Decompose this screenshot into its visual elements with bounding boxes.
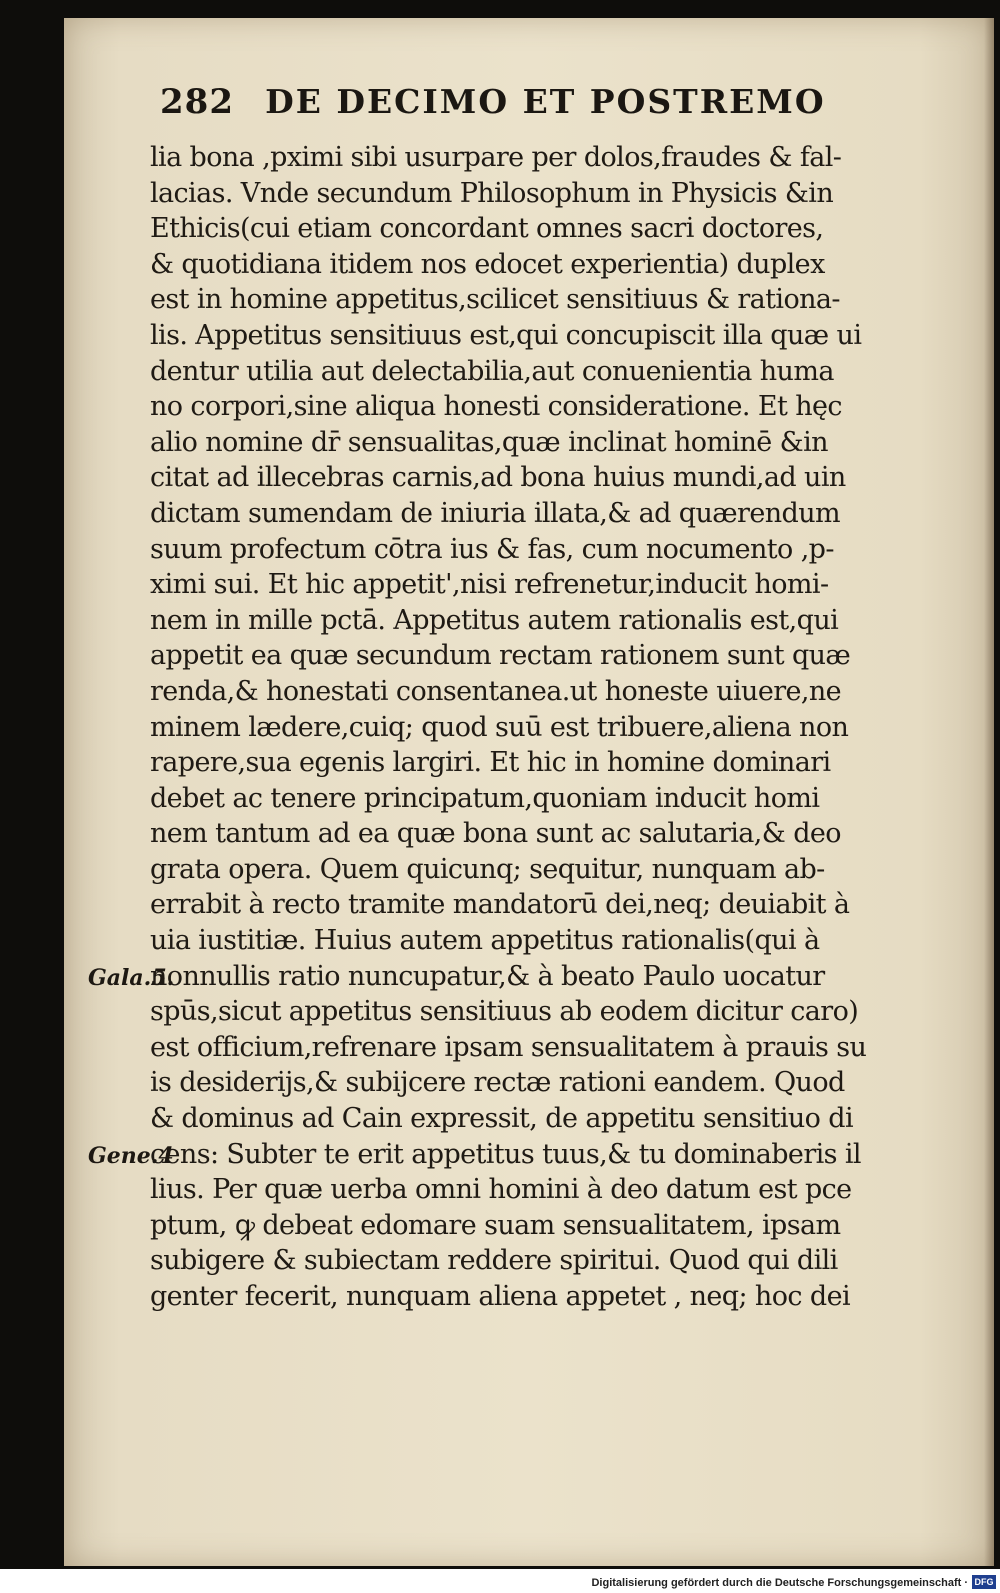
text-line: nem in mille pctā. Appetitus autem rationalis est,qui xyxy=(150,604,839,636)
text-line: Ethicis(cui etiam concordant omnes sacri doctores, xyxy=(150,213,824,245)
running-head xyxy=(160,82,900,122)
text-line: genter fecerit, nunquam aliena appetet , neq; hoc dei xyxy=(150,1281,850,1312)
running-title: DE DECIMO ET POSTREMO xyxy=(265,82,826,121)
text-line: debet ac tenere principatum,quoniam inducit homi xyxy=(150,782,820,814)
text-line: minem lædere,cuiq; quod suū est tribuere,aliena non xyxy=(150,711,849,743)
text-line: suum profectum cōtra ius & fas, cum nocumento ,p- xyxy=(150,533,834,565)
text-line: no corpori,sine aliqua honesti consideratione. Et hęc xyxy=(150,391,842,423)
funding-credit: Digitalisierung gefördert durch die Deutsche Forschungsgemeinschaft · xyxy=(591,1577,968,1589)
text-line: rapere,sua egenis largiri. Et hic in homine dominari xyxy=(150,747,831,779)
margin-note: Gala.5. xyxy=(88,964,175,991)
text-line: lia bona ,pximi sibi usurpare per dolos,fraudes & fal- xyxy=(150,142,842,173)
text-line: nonnullis ratio nuncupatur,& à beato Paulo uocatur xyxy=(150,960,825,992)
text-line: est in homine appetitus,scilicet sensitiuus & rationa- xyxy=(150,284,840,316)
footer-bar xyxy=(0,1569,1000,1593)
text-line: is desiderijs,& subijcere rectæ rationi eandem. Quod xyxy=(150,1067,845,1099)
text-line: ximi sui. Et hic appetit',nisi refrenetur,inducit homi- xyxy=(150,569,829,601)
page-number: 282 xyxy=(160,82,234,122)
text-line: lacias. Vnde secundum Philosophum in Physicis &in xyxy=(150,177,834,209)
text-line: dentur utilia aut delectabilia,aut conuenientia huma xyxy=(150,355,834,387)
text-line: appetit ea quæ secundum rectam rationem sunt quæ xyxy=(150,640,851,672)
text-line: grata opera. Quem quicunq; sequitur, nunquam ab- xyxy=(150,853,825,885)
text-line: alio nomine dr̄ sensualitas,quæ inclinat hominē &in xyxy=(150,426,828,458)
page-edge-shadow xyxy=(984,18,994,1566)
text-line: uia iustitiæ. Huius autem appetitus rationalis(qui à xyxy=(150,925,820,957)
text-line: renda,& honestati consentanea.ut honeste uiuere,ne xyxy=(150,675,842,707)
text-line: cens: Subter te erit appetitus tuus,& tu dominaberis il xyxy=(150,1138,861,1170)
text-line: ptum, ꝙ debeat edomare suam sensualitatem, ipsam xyxy=(150,1209,841,1241)
text-line: & quotidiana itidem nos edocet experientia) duplex xyxy=(150,248,825,280)
text-line: citat ad illecebras carnis,ad bona huius mundi,ad uin xyxy=(150,462,846,494)
margin-note: Gene.4 xyxy=(88,1142,174,1169)
body-text xyxy=(150,140,920,1315)
dfg-logo-icon: DFG xyxy=(972,1575,996,1589)
text-line: lis. Appetitus sensitiuus est,qui concupiscit illa quæ ui xyxy=(150,319,862,351)
text-line: subigere & subiectam reddere spiritui. Quod qui dili xyxy=(150,1245,838,1277)
text-line: est officium,refrenare ipsam sensualitatem à prauis su xyxy=(150,1031,867,1063)
text-line: lius. Per quæ uerba omni homini à deo datum est pce xyxy=(150,1174,852,1206)
text-line: spūs,sicut appetitus sensitiuus ab eodem dicitur caro) xyxy=(150,996,859,1028)
text-line: & dominus ad Cain expressit, de appetitu sensitiuo di xyxy=(150,1103,854,1135)
text-line: nem tantum ad ea quæ bona sunt ac salutaria,& deo xyxy=(150,818,841,850)
text-line: dictam sumendam de iniuria illata,& ad quærendum xyxy=(150,497,840,529)
text-line: errabit à recto tramite mandatorū dei,neq; deuiabit à xyxy=(150,889,850,921)
